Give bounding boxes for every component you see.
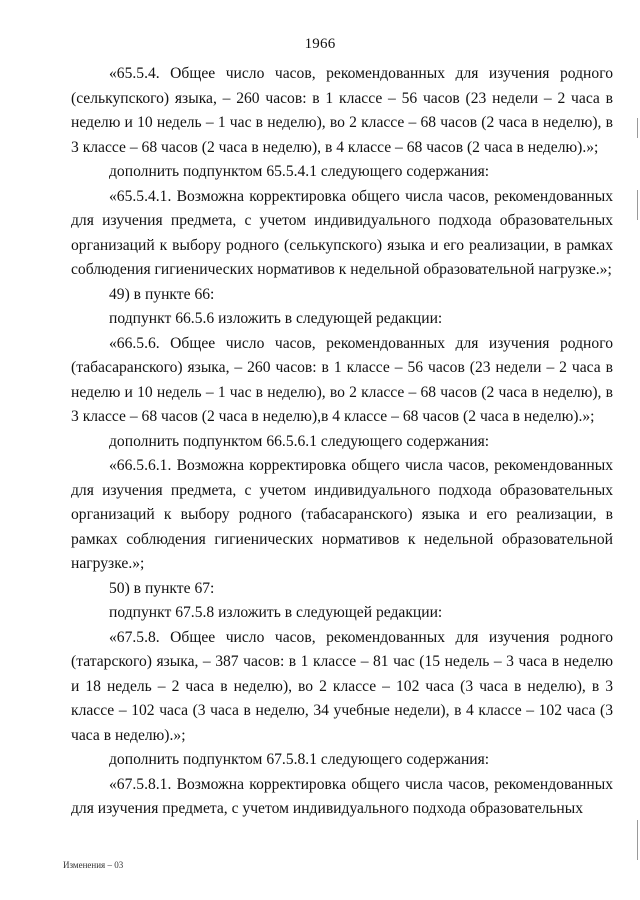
paragraph-item-50: 50) в пункте 67:	[109, 579, 215, 597]
paragraph-subitem-66-5-6: подпункт 66.5.6 изложить в следующей редакции:	[109, 310, 443, 327]
paragraph-add-65-5-4-1: дополнить подпунктом 65.5.4.1 следующего содержания:	[109, 163, 490, 180]
paragraph-65-5-4-1: «65.5.4.1. Возможна корректировка общего числа часов, рекомендованных для изучения предмета, с учетом индивидуального подхода образовательных организаций к выбору родного (селькупского) языка и его реализации, в рамках соблюдения гигиенических нормативов к недельной образовательной нагрузке.»;	[71, 187, 613, 278]
paragraph-item-49: 49) в пункте 66:	[109, 285, 215, 303]
scan-edge-mark	[637, 118, 638, 138]
paragraph-subitem-67-5-8: подпункт 67.5.8 изложить в следующей редакции:	[109, 604, 443, 621]
page-number: 1966	[304, 36, 336, 52]
paragraph-67-5-8-1: «67.5.8.1. Возможна корректировка общего числа часов, рекомендованных для изучения предмета, с учетом индивидуального подхода образовательных	[71, 775, 613, 817]
scan-edge-mark	[637, 190, 638, 220]
paragraph-add-67-5-8-1: дополнить подпунктом 67.5.8.1 следующего содержания:	[109, 751, 490, 768]
paragraph-66-5-6: «66.5.6. Общее число часов, рекомендованных для изучения родного (табасаранского) языка, – 260 часов: в 1 классе – 56 часов (23 недели – 2 часа в неделю и 10 недель – 1 час в неделю), во 2 классе – 68 часов (2 часа в неделю), в 3 классе – 68 часов (2 часа в неделю),в 4 классе – 68 часов (2 часа в неделю).»;	[71, 334, 613, 425]
document-body	[71, 62, 613, 822]
scan-edge-mark	[637, 820, 638, 860]
paragraph-65-5-4: «65.5.4. Общее число часов, рекомендованных для изучения родного (селькупского) языка, – 260 часов: в 1 классе – 56 часов (23 недели – 2 часа в неделю и 10 недель – 1 час в неделю), во 2 классе – 68 часов (2 часа в неделю), в 3 классе – 68 часов (2 часа в неделю), в 4 классе – 68 часов (2 часа в неделю).»;	[71, 65, 613, 156]
paragraph-66-5-6-1: «66.5.6.1. Возможна корректировка общего числа часов, рекомендованных для изучения предмета, с учетом индивидуального подхода образовательных организаций к выбору родного (табасаранского) языка и его реализации, в рамках соблюдения гигиенических нормативов к недельной образовательной нагрузке.»;	[71, 457, 613, 572]
page-footer: Изменения – 03	[63, 860, 124, 870]
paragraph-67-5-8: «67.5.8. Общее число часов, рекомендованных для изучения родного (татарского) языка, – 387 часов: в 1 классе – 81 час (15 недель – 3 часа в неделю и 18 недель – 2 часа в неделю), во 2 классе – 102 часа (3 часа в неделю), в 3 классе – 102 часа (3 часа в неделю, 34 учебные недели), в 4 классе – 102 часа (3 часа в неделю).»;	[71, 628, 613, 744]
paragraph-add-66-5-6-1: дополнить подпунктом 66.5.6.1 следующего содержания:	[109, 432, 490, 450]
